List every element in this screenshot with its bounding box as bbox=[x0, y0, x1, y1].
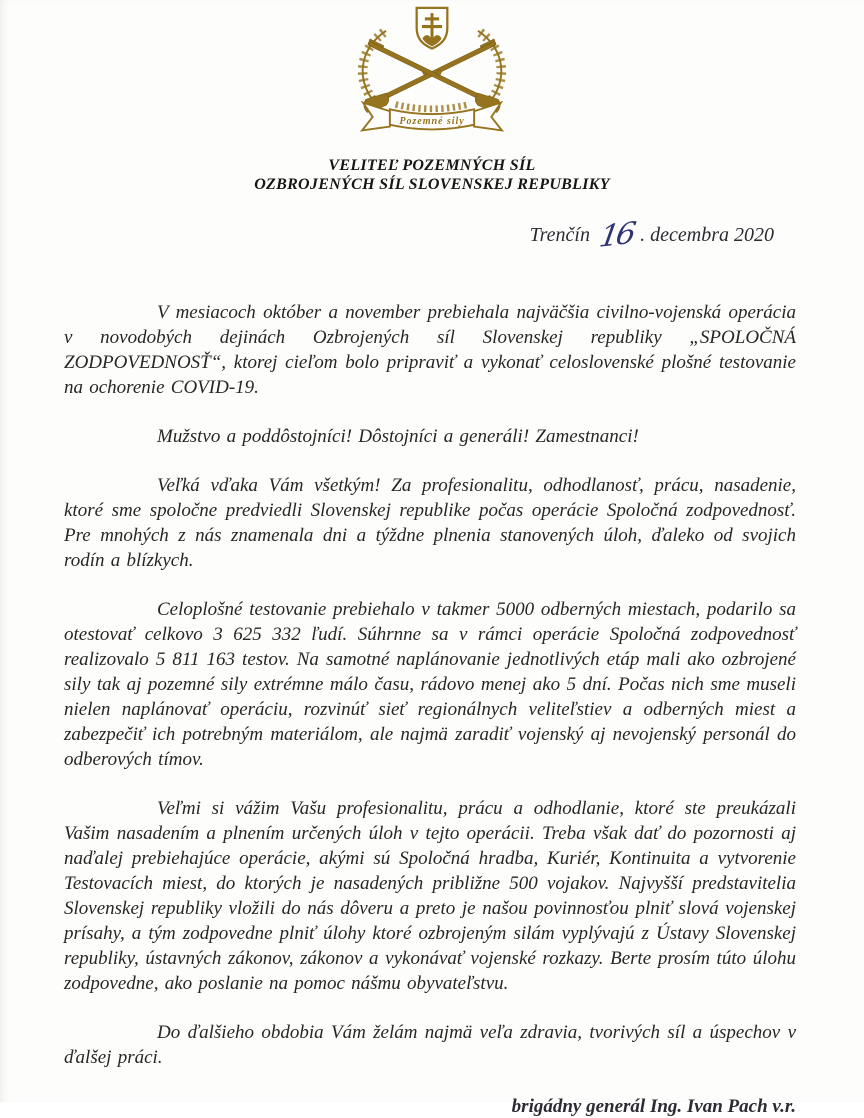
dateline bbox=[0, 216, 864, 260]
letterhead-line2: OZBROJENÝCH SÍL SLOVENSKEJ REPUBLIKY bbox=[254, 176, 610, 193]
paragraph-thanks: Veľká vďaka Vám všetkým! Za profesionalitu, odhodlanosť, prácu, nasadenie, ktoré sme spoločne predviedli Slovenskej republike počas operácie Spoločná zodpovednosť. Pre mnohých z nás znamenala dni a týždne plnenia stanovených úloh, ďaleko od svojich rodín a blízkych. bbox=[64, 475, 796, 571]
emblem-banner-text: Pozemné sily bbox=[399, 116, 465, 128]
paragraph-salutation: Mužstvo a poddôstojníci! Dôstojníci a generáli! Zamestnanci! bbox=[157, 426, 639, 447]
paragraph-testing-statistics: Celoplošné testovanie prebiehalo v takmer 5000 odberných miestach, podarilo sa otestovať celkovo 3 625 332 ľudí. Súhrnne sa v rámci operácie Spoločná zodpovednosť realizovalo 5 811 163 testov. Na samotné naplánovanie jednotlivých etáp mali ako ozbrojené sily tak aj pozemné sily extrémne málo času, rádovo menej ako 5 dní. Počas nich sme museli nielen naplánovať operáciu, rozvinúť sieť regionálnych veliteľstiev a odberných miest a zabezpečiť ich potrebným materiálom, ale najmä zaradiť vojenský aj nevojenský personál do odberových tímov. bbox=[64, 599, 796, 770]
slovak-shield-icon bbox=[417, 8, 448, 49]
letterhead-line1: VELITEĽ POZEMNÝCH SÍL bbox=[328, 157, 536, 174]
letter-body bbox=[0, 300, 864, 1070]
signature-line: brigádny generál Ing. Ivan Pach v.r. bbox=[511, 1096, 796, 1117]
dateline-place: Trenčín bbox=[529, 224, 590, 246]
emblem bbox=[0, 0, 864, 144]
paragraph-operation-intro: V mesiacoch október a november prebiehala najväčšia civilno-vojenská operácia v novodobých dejinách Ozbrojených síl Slovenskej republiky „SPOLOČNÁ ZODPOVEDNOSŤ“, ktorej cieľom bolo pripraviť a vykonať celoslovenské plošné testovanie na ochorenie COVID-19. bbox=[64, 302, 796, 398]
letterhead bbox=[0, 156, 864, 194]
handwritten-day-ink: 16 bbox=[596, 216, 636, 255]
paragraph-wishes: Do ďalšieho obdobia Vám želám najmä veľa zdravia, tvorivých síl a úspechov v ďalšej práci. bbox=[64, 1022, 796, 1068]
ground-forces-emblem-icon bbox=[336, 5, 528, 139]
paragraph-ongoing-operations: Veľmi si vážim Vašu profesionalitu, prácu a odhodlanie, ktoré ste preukázali Vašim nasadením a plnením určených úloh v tejto operácii. Treba však dať do pozornosti aj naďalej prebiehajúce operácie, akými sú Spoločná hradba, Kuriér, Kontinuita a vytvorenie Testovacích miest, do ktorých je nasadených približne 500 vojakov. Najvyšší predstavitelia Slovenskej republiky vložili do nás dôveru a preto je našou povinnosťou plniť slová vojenskej prísahy, a tým zodpovedne plniť úlohy ktoré ozbrojeným silám vyplývajú z Ústavy Slovenskej republiky, ústavných zákonov, zákonov a vykonávať vojenské rozkazy. Berte prosím túto úlohu zodpovedne, ako poslanie na pomoc nášmu obyvateľstvu. bbox=[64, 798, 796, 994]
dateline-suffix: . decembra 2020 bbox=[640, 224, 774, 246]
